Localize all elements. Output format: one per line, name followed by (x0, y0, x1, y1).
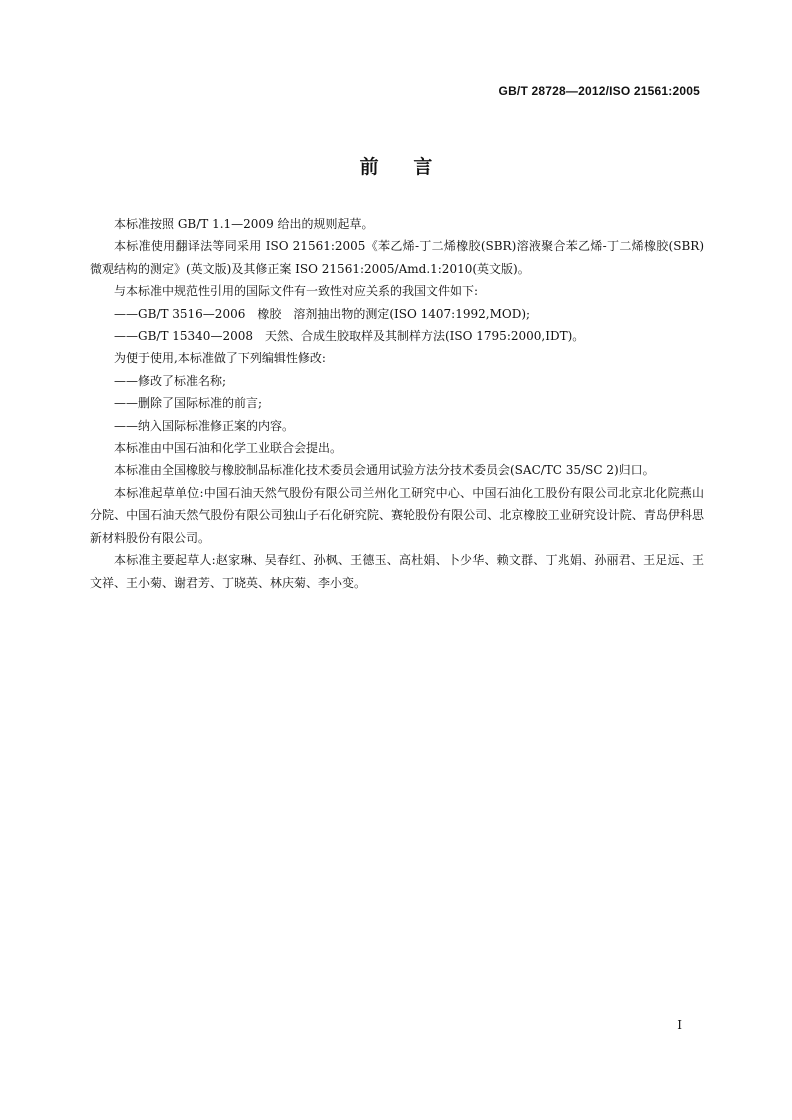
list-item: ——GB/T 15340—2008 天然、合成生胶取样及其制样方法(ISO 1795:2000,IDT)。 (114, 329, 585, 344)
list-item: ——修改了标准名称; (114, 373, 227, 388)
page-number: I (677, 1018, 682, 1032)
paragraph-drafting-units: 本标准起草单位:中国石油天然气股份有限公司兰州化工研究中心、中国石油化工股份有限公司北京北化院燕山分院、中国石油天然气股份有限公司独山子石化研究院、赛轮股份有限公司、北京橡胶工业研究设计院、青岛伊科思新材料股份有限公司。 (90, 485, 704, 545)
paragraph-correspondence-intro: 与本标准中规范性引用的国际文件有一致性对应关系的我国文件如下: (114, 284, 479, 299)
paragraph-adoption: 本标准使用翻译法等同采用 ISO 21561:2005《苯乙烯-丁二烯橡胶(SBR)溶液聚合苯乙烯-丁二烯橡胶(SBR)微观结构的测定》(英文版)及其修正案 ISO 21561:2005/Amd.1:2010(英文版)。 (90, 239, 704, 276)
page-title (0, 152, 792, 179)
paragraph-committee: 本标准由全国橡胶与橡胶制品标准化技术委员会通用试验方法分技术委员会(SAC/TC 35/SC 2)归口。 (114, 463, 655, 478)
paragraph-proposer: 本标准由中国石油和化学工业联合会提出。 (114, 441, 343, 456)
list-item: ——GB/T 3516—2006 橡胶 溶剂抽出物的测定(ISO 1407:1992,MOD); (114, 306, 531, 321)
list-item: ——纳入国际标准修正案的内容。 (114, 418, 295, 433)
foreword-body (90, 213, 704, 594)
paragraph-drafters: 本标准主要起草人:赵家琳、吴春红、孙枫、王德玉、高杜娟、卜少华、赖文群、丁兆娟、孙丽君、王足远、王文祥、王小菊、谢君芳、丁晓英、林庆菊、李小变。 (90, 553, 704, 590)
title-char-1: 前 (359, 156, 379, 178)
title-char-2: 言 (413, 156, 433, 178)
list-item: ——删除了国际标准的前言; (114, 396, 263, 411)
standard-code: GB/T 28728—2012/ISO 21561:2005 (498, 84, 700, 98)
paragraph-drafting-rules: 本标准按照 GB/T 1.1—2009 给出的规则起草。 (114, 217, 374, 231)
paragraph-editorial-intro: 为便于使用,本标准做了下列编辑性修改: (114, 351, 326, 366)
